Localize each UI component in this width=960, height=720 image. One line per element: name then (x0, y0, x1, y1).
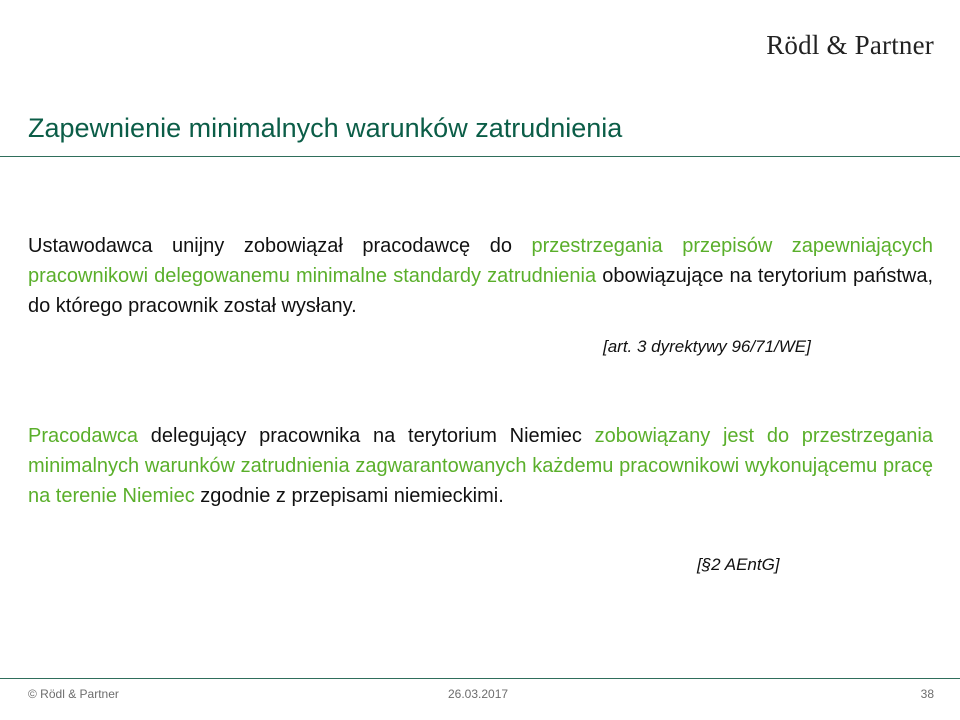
paragraph1-highlight: przestrzegania przepisów zapewniających pracownikowi delegowanemu minimalne standardy zatrudnienia (28, 235, 933, 287)
paragraph1-text-2: obowiązujące na terytorium państwa, do którego pracownik został wysłany. (28, 265, 933, 317)
paragraph2-highlight-2: zobowiązany jest do przestrzegania minimalnych warunków zatrudnienia zagwarantowanych każdemu pracownikowi wykonującemu pracę na terenie Niemiec (28, 425, 933, 507)
paragraph2-text-1: delegujący pracownika na terytorium Niemiec (138, 425, 595, 447)
footer-copyright: © Rödl & Partner (28, 687, 119, 701)
footer-divider (0, 678, 960, 679)
paragraph-eu-directive (28, 231, 933, 321)
paragraph-german-law (28, 421, 933, 511)
paragraph1-text-1: Ustawodawca unijny zobowiązał pracodawcę do (28, 235, 532, 257)
title-divider (0, 156, 960, 157)
footer-page-number: 38 (920, 687, 934, 701)
slide-title: Zapewnienie minimalnych warunków zatrudnienia (28, 113, 623, 143)
company-logo: Rödl & Partner (766, 30, 934, 60)
paragraph2-text-2: zgodnie z przepisami niemieckimi. (194, 485, 504, 507)
reference-directive: [art. 3 dyrektywy 96/71/WE] (603, 337, 811, 356)
paragraph2-highlight-1: Pracodawca (28, 425, 139, 447)
footer-date: 26.03.2017 (448, 687, 509, 701)
reference-aentg: [§2 AEntG] (697, 555, 780, 574)
